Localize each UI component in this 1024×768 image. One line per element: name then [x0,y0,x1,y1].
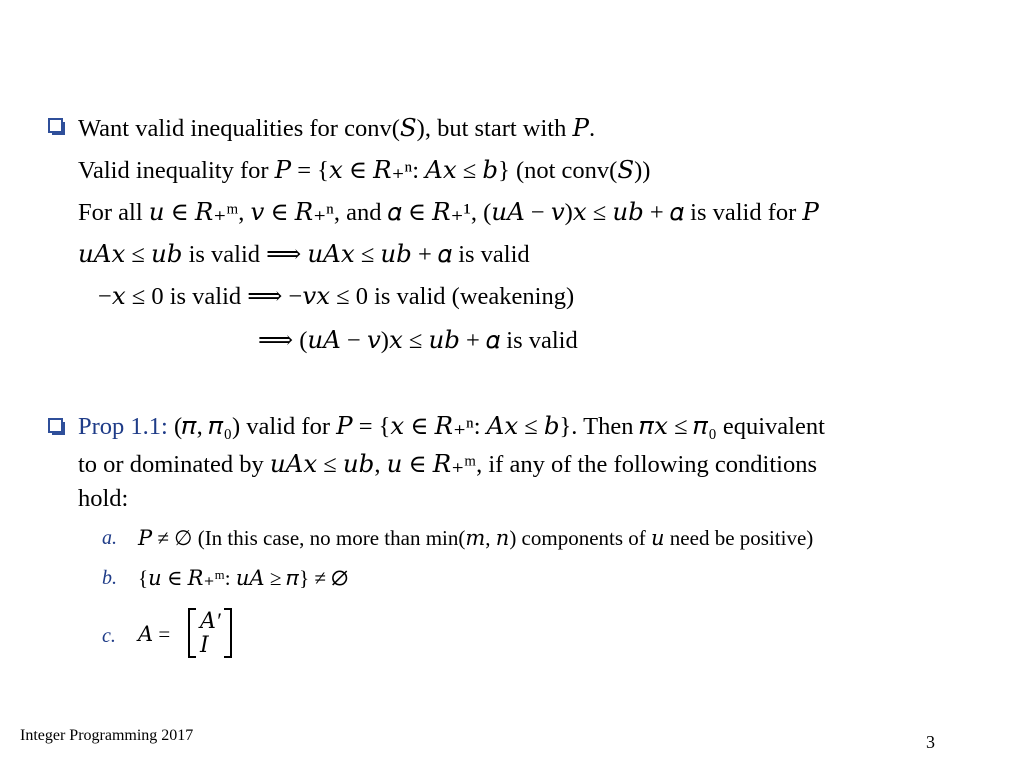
prop-line-1 [78,412,825,442]
line-weakening: −𝑥 ≤ 0 is valid ⟹ −𝑣𝑥 ≤ 0 is valid (weakening) [98,283,575,310]
matrix-bottom: 𝐼 [200,632,209,657]
bullet-icon [48,118,63,133]
line-uax-valid: 𝑢𝐴𝑥 ≤ 𝑢𝑏 is valid ⟹ 𝑢𝐴𝑥 ≤ 𝑢𝑏 + 𝛼 is valid [78,241,530,268]
line-valid-inequality: Valid inequality for 𝑃 = {𝑥 ∈ 𝑅₊ⁿ: 𝐴𝑥 ≤ 𝑏} (not conv(𝑆)) [78,157,651,184]
prop-text-1: (𝜋, 𝜋₀) valid for 𝑃 = {𝑥 ∈ 𝑅₊ⁿ: 𝐴𝑥 ≤ 𝑏}. Then 𝜋𝑥 ≤ 𝜋₀ equivalent [167,413,825,440]
prop-line-2: to or dominated by 𝑢𝐴𝑥 ≤ 𝑢𝑏, 𝑢 ∈ 𝑅₊ᵐ, if any of the following conditions [78,451,818,478]
line-for-all: For all 𝑢 ∈ 𝑅₊ᵐ, 𝑣 ∈ 𝑅₊ⁿ, and 𝛼 ∈ 𝑅₊¹, (𝑢𝐴 − 𝑣)𝑥 ≤ 𝑢𝑏 + 𝛼 is valid for 𝑃 [78,199,819,226]
condition-text-c: 𝐴 = [138,622,171,646]
line-want-valid: Want valid inequalities for conv(𝑆), but start with 𝑃. [78,115,596,142]
prop-label: Prop 1.1: [78,413,168,440]
prop-line-3: hold: [78,485,129,512]
page-number: 3 [926,732,935,752]
right-bracket [224,608,232,658]
bullet-icon [48,418,63,433]
left-bracket [188,608,196,658]
line-conclusion: ⟹ (𝑢𝐴 − 𝑣)𝑥 ≤ 𝑢𝑏 + 𝛼 is valid [258,327,578,354]
condition-label-a: a. [102,527,117,549]
matrix-top: 𝐴′ [200,608,221,633]
matrix [188,606,232,660]
condition-text-a: 𝑃 ≠ ∅ (In this case, no more than min(𝑚, 𝑛) components of 𝑢 need be positive) [138,526,814,550]
condition-label-c: c. [102,625,116,647]
condition-label-b: b. [102,567,117,589]
condition-text-b: {𝑢 ∈ 𝑅₊ᵐ: 𝑢𝐴 ≥ 𝜋} ≠ ∅ [138,566,349,590]
footer-course: Integer Programming 2017 [20,727,194,744]
